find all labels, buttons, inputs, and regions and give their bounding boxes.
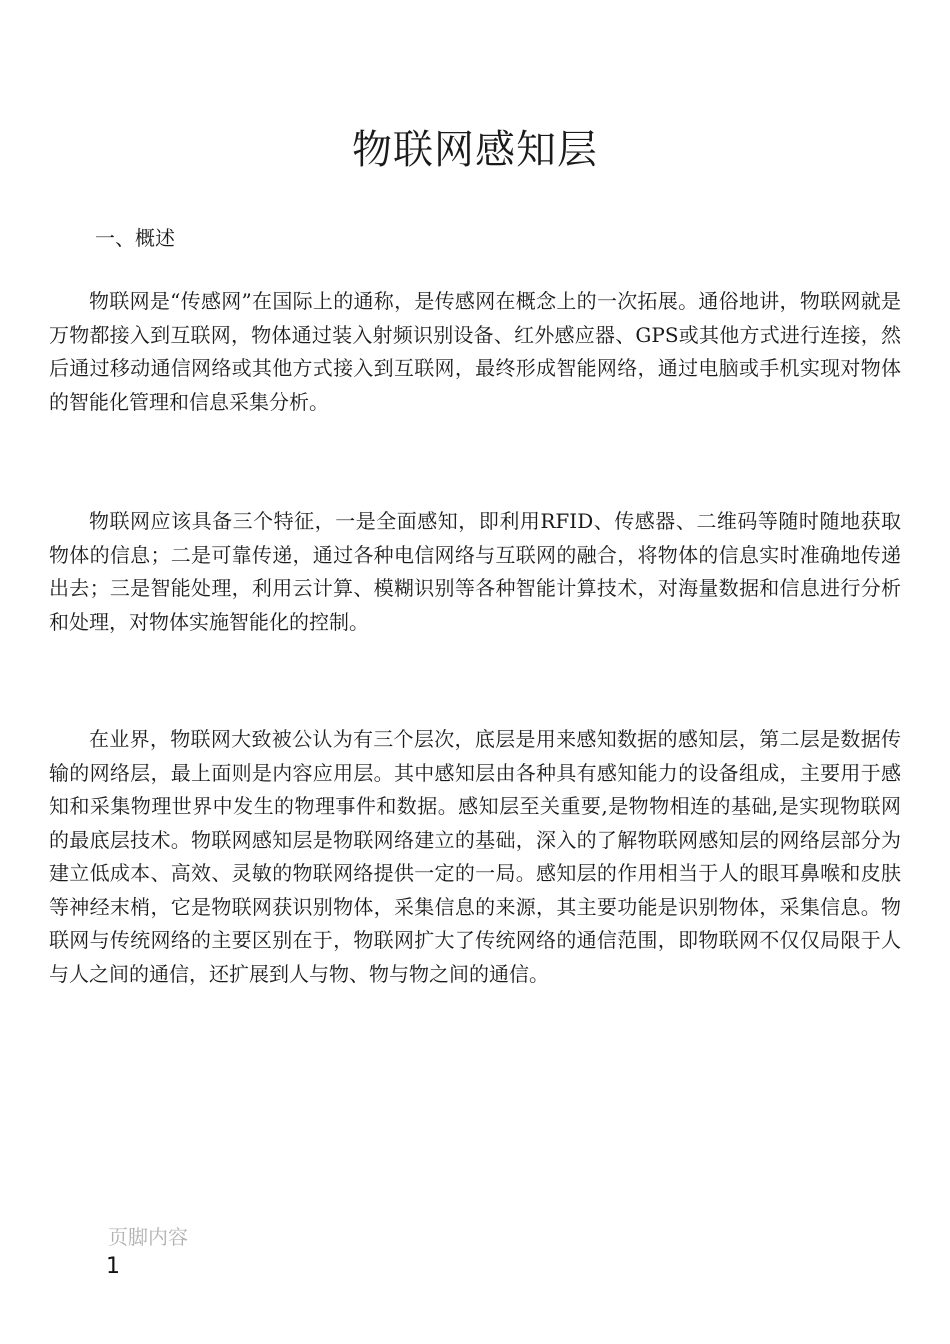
footer-text: 页脚内容 (108, 1225, 188, 1249)
paragraph-overview: 物联网是“传感网”在国际上的通称，是传感网在概念上的一次拓展。通俗地讲，物联网就是万物都接入到互联网，物体通过装入射频识别设备、红外感应器、GPS或其他方式进行连接，然后通过移动通信网络或其他方式接入到互联网，最终形成智能网络，通过电脑或手机实现对物体的智能化管理和信息采集分析。 (49, 289, 901, 414)
document-title: 物联网感知层 (352, 127, 598, 173)
paragraph-features: 物联网应该具备三个特征，一是全面感知，即利用RFID、传感器、二维码等随时随地获取物体的信息；二是可靠传递，通过各种电信网络与互联网的融合，将物体的信息实时准确地传递出去；三是智能处理，利用云计算、模糊识别等各种智能计算技术，对海量数据和信息进行分析和处理，对物体实施智能化的控制。 (49, 509, 901, 634)
paragraph-layers: 在业界，物联网大致被公认为有三个层次，底层是用来感知数据的感知层，第二层是数据传输的网络层，最上面则是内容应用层。其中感知层由各种具有感知能力的设备组成，主要用于感知和采集物理世界中发生的物理事件和数据。感知层至关重要,是物物相连的基础,是实现物联网的最底层技术。物联网感知层是物联网络建立的基础，深入的了解物联网感知层的网络层部分为建立低成本、高效、灵敏的物联网络提供一定的一局。感知层的作用相当于人的眼耳鼻喉和皮肤等神经末梢，它是物联网获识别物体，采集信息的来源，其主要功能是识别物体，采集信息。物联网与传统网络的主要区别在于，物联网扩大了传统网络的通信范围，即物联网不仅仅局限于人与人之间的通信，还扩展到人与物、物与物之间的通信。 (49, 727, 901, 986)
section-heading: 一、概述 (95, 226, 175, 250)
page-number: 1 (106, 1254, 120, 1279)
